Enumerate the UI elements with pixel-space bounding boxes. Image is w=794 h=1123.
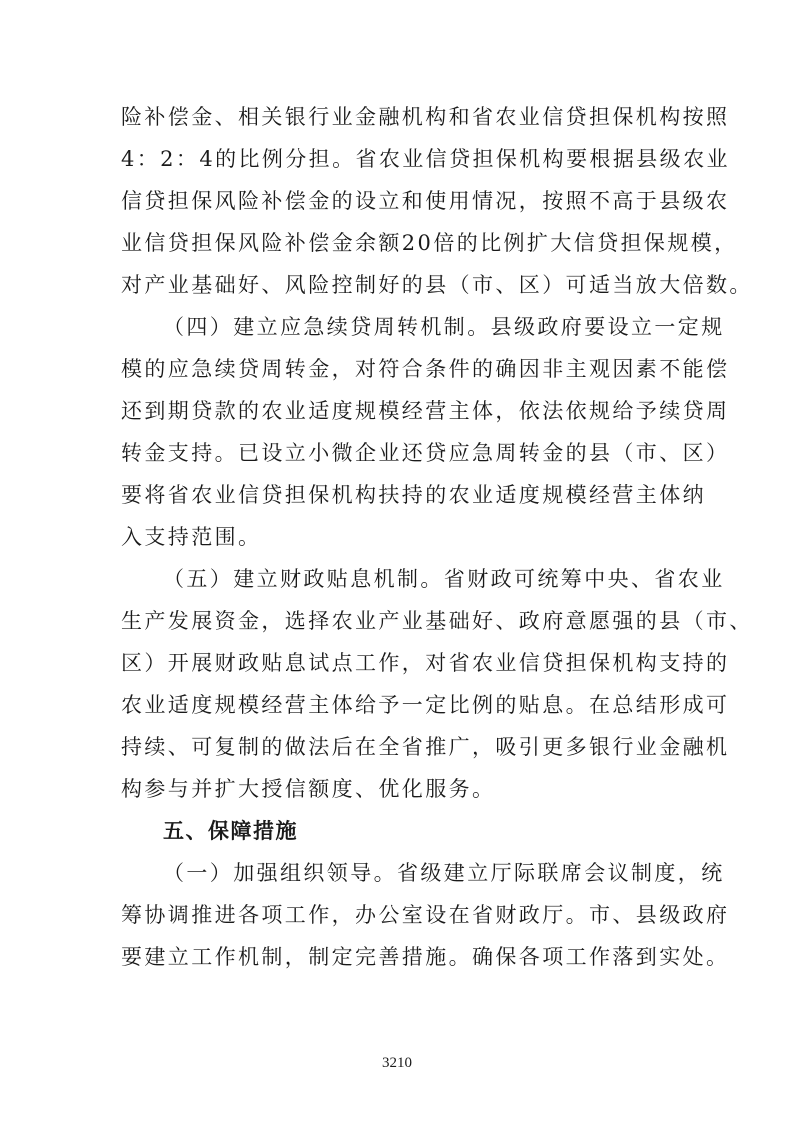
page-number: 3210 xyxy=(382,1055,412,1071)
paragraph-start-line: （一）加强组织领导。省级建立厅际联席会议制度，统 xyxy=(163,861,725,885)
text-line: 区）开展财政贴息试点工作，对省农业信贷担保机构支持的 xyxy=(121,651,730,675)
text-line: 对产业基础好、风险控制好的县（市、区）可适当放大倍数。 xyxy=(121,273,753,297)
paragraph-start-line: （五）建立财政贴息机制。省财政可统筹中央、省农业 xyxy=(163,567,725,591)
text-line: 险补偿金、相关银行业金融机构和省农业信贷担保机构按照 xyxy=(121,105,730,129)
text-line: 生产发展资金，选择农业产业基础好、政府意愿强的县（市、 xyxy=(121,609,753,633)
text-line: 构参与并扩大授信额度、优化服务。 xyxy=(121,777,496,801)
text-line: 模的应急续贷周转金，对符合条件的确因非主观因素不能偿 xyxy=(121,357,730,381)
text-line: 要建立工作机制，制定完善措施。确保各项工作落到实处。 xyxy=(121,945,730,969)
text-line: 转金支持。已设立小微企业还贷应急周转金的县（市、区） xyxy=(121,441,730,465)
text-line: 业信贷担保风险补偿金余额20倍的比例扩大信贷担保规模， xyxy=(121,231,738,255)
text-line: 农业适度规模经营主体给予一定比例的贴息。在总结形成可 xyxy=(121,693,730,717)
text-line: 信贷担保风险补偿金的设立和使用情况，按照不高于县级农 xyxy=(121,189,730,213)
text-line: 持续、可复制的做法后在全省推广，吸引更多银行业金融机 xyxy=(121,735,730,759)
text-line: 还到期贷款的农业适度规模经营主体，依法依规给予续贷周 xyxy=(121,399,730,423)
section-heading: 五、保障措施 xyxy=(163,819,298,843)
text-line: 入支持范围。 xyxy=(121,525,262,549)
text-line: 筹协调推进各项工作，办公室设在省财政厅。市、县级政府 xyxy=(121,903,730,927)
paragraph-start-line: （四）建立应急续贷周转机制。县级政府要设立一定规 xyxy=(163,315,725,339)
text-line: 要将省农业信贷担保机构扶持的农业适度规模经营主体纳 xyxy=(121,483,706,507)
text-line: 4：2：4的比例分担。省农业信贷担保机构要根据县级农业 xyxy=(121,147,730,171)
